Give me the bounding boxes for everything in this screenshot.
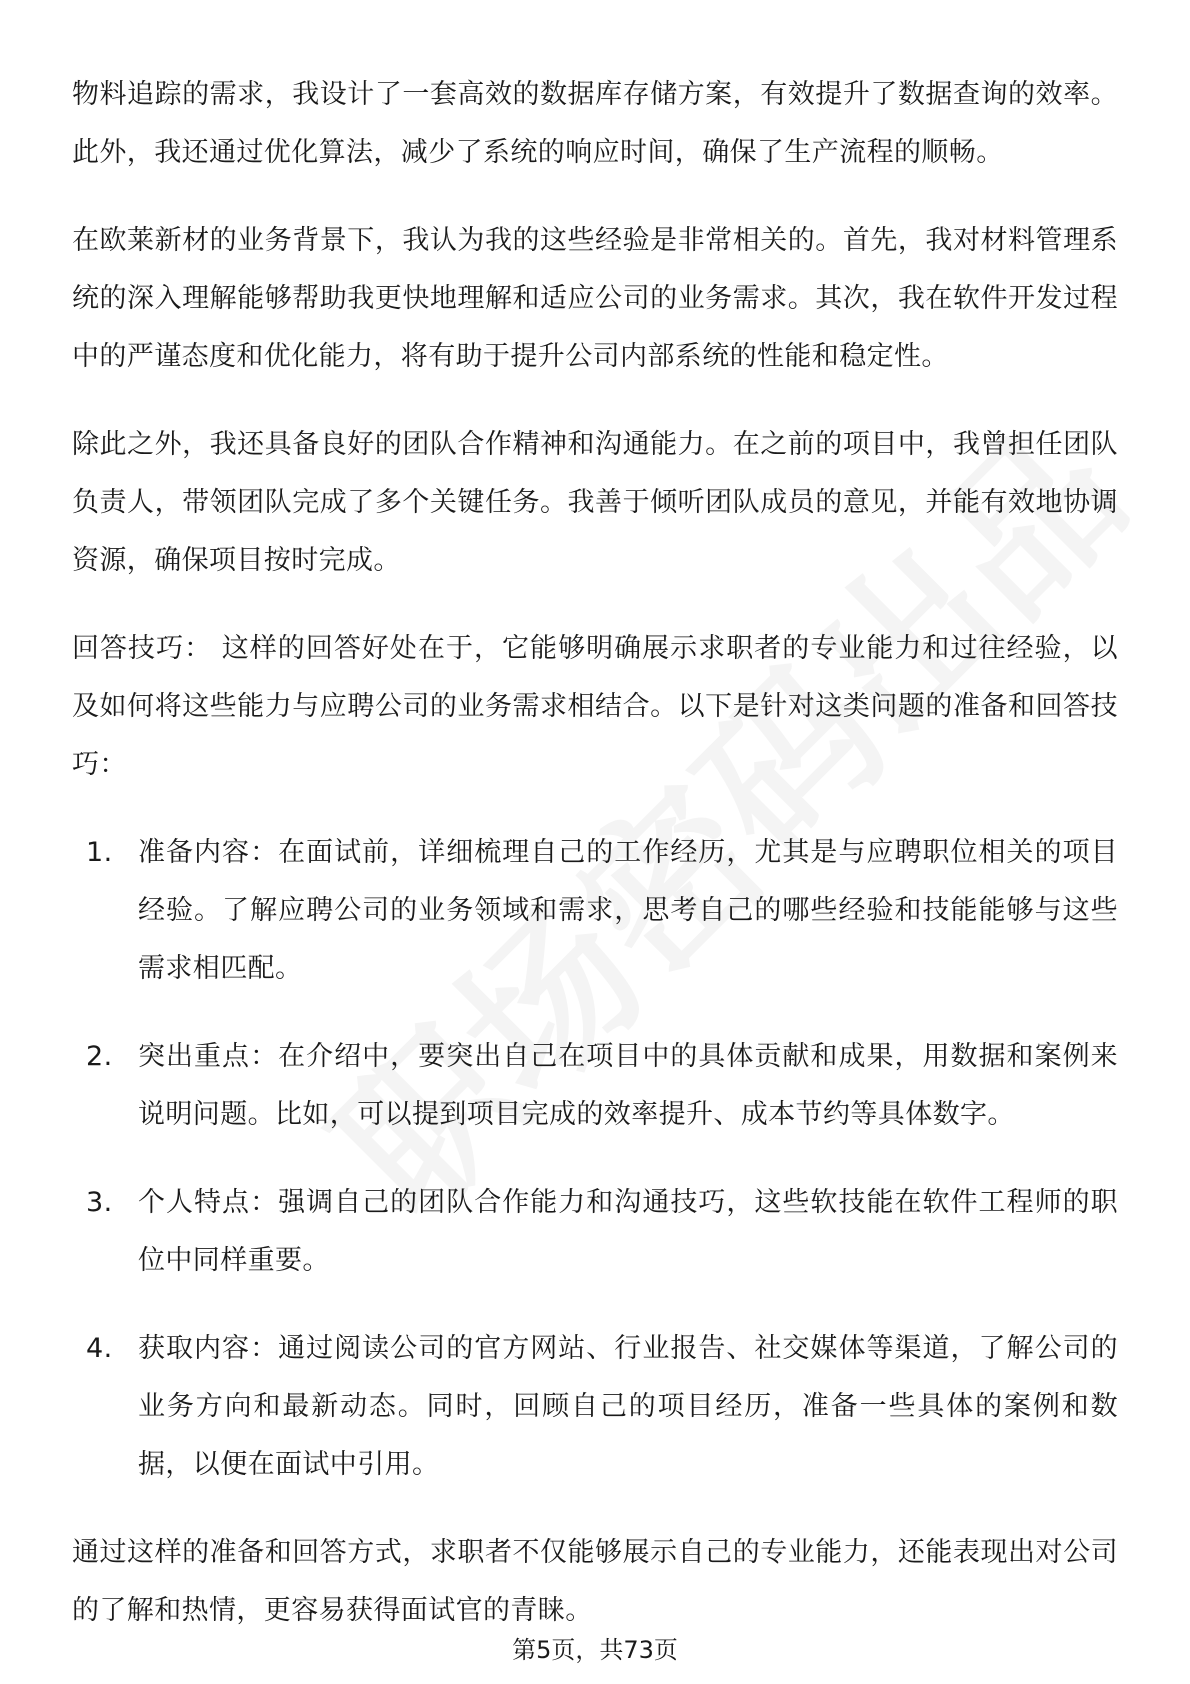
tips-list [72,824,1118,1494]
paragraph-answer-tips: 回答技巧： 这样的回答好处在于，它能够明确展示求职者的专业能力和过往经验，以及如何将这些能力与应聘公司的业务需求相结合。以下是针对这类问题的准备和回答技巧： [72,633,1118,780]
list-item-text: 突出重点：在介绍中，要突出自己在项目中的具体贡献和成果，用数据和案例来说明问题。比如，可以提到项目完成的效率提升、成本节约等具体数字。 [138,1041,1118,1130]
paragraph: 除此之外，我还具备良好的团队合作精神和沟通能力。在之前的项目中，我曾担任团队负责人，带领团队完成了多个关键任务。我善于倾听团队成员的意见，并能有效地协调资源，确保项目按时完成。 [72,429,1118,576]
paragraph: 物料追踪的需求，我设计了一套高效的数据库存储方案，有效提升了数据查询的效率。此外，我还通过优化算法，减少了系统的响应时间，确保了生产流程的顺畅。 [72,79,1118,168]
list-item [72,824,1118,998]
list-item-text: 获取内容：通过阅读公司的官方网站、行业报告、社交媒体等渠道，了解公司的业务方向和最新动态。同时，回顾自己的项目经历，准备一些具体的案例和数据，以便在面试中引用。 [138,1333,1118,1480]
list-item-number: 4. [86,1333,113,1364]
paragraph: 在欧莱新材的业务背景下，我认为我的这些经验是非常相关的。首先，我对材料管理系统的深入理解能够帮助我更快地理解和适应公司的业务需求。其次，我在软件开发过程中的严谨态度和优化能力，将有助于提升公司内部系统的性能和稳定性。 [72,225,1118,372]
list-item-number: 3. [86,1187,113,1218]
list-item-text: 准备内容：在面试前，详细梳理自己的工作经历，尤其是与应聘职位相关的项目经验。了解应聘公司的业务领域和需求，思考自己的哪些经验和技能能够与这些需求相匹配。 [138,837,1118,984]
page-content [72,66,1118,1670]
list-item [72,1174,1118,1290]
paragraph-conclusion: 通过这样的准备和回答方式，求职者不仅能够展示自己的专业能力，还能表现出对公司的了解和热情，更容易获得面试官的青睐。 [72,1537,1118,1626]
list-item [72,1320,1118,1494]
list-item [72,1028,1118,1144]
list-item-number: 1. [86,837,113,868]
list-item-text: 个人特点：强调自己的团队合作能力和沟通技巧，这些软技能在软件工程师的职位中同样重要。 [138,1187,1118,1276]
page-number-footer: 第5页，共73页 [512,1636,678,1664]
list-item-number: 2. [86,1041,113,1072]
